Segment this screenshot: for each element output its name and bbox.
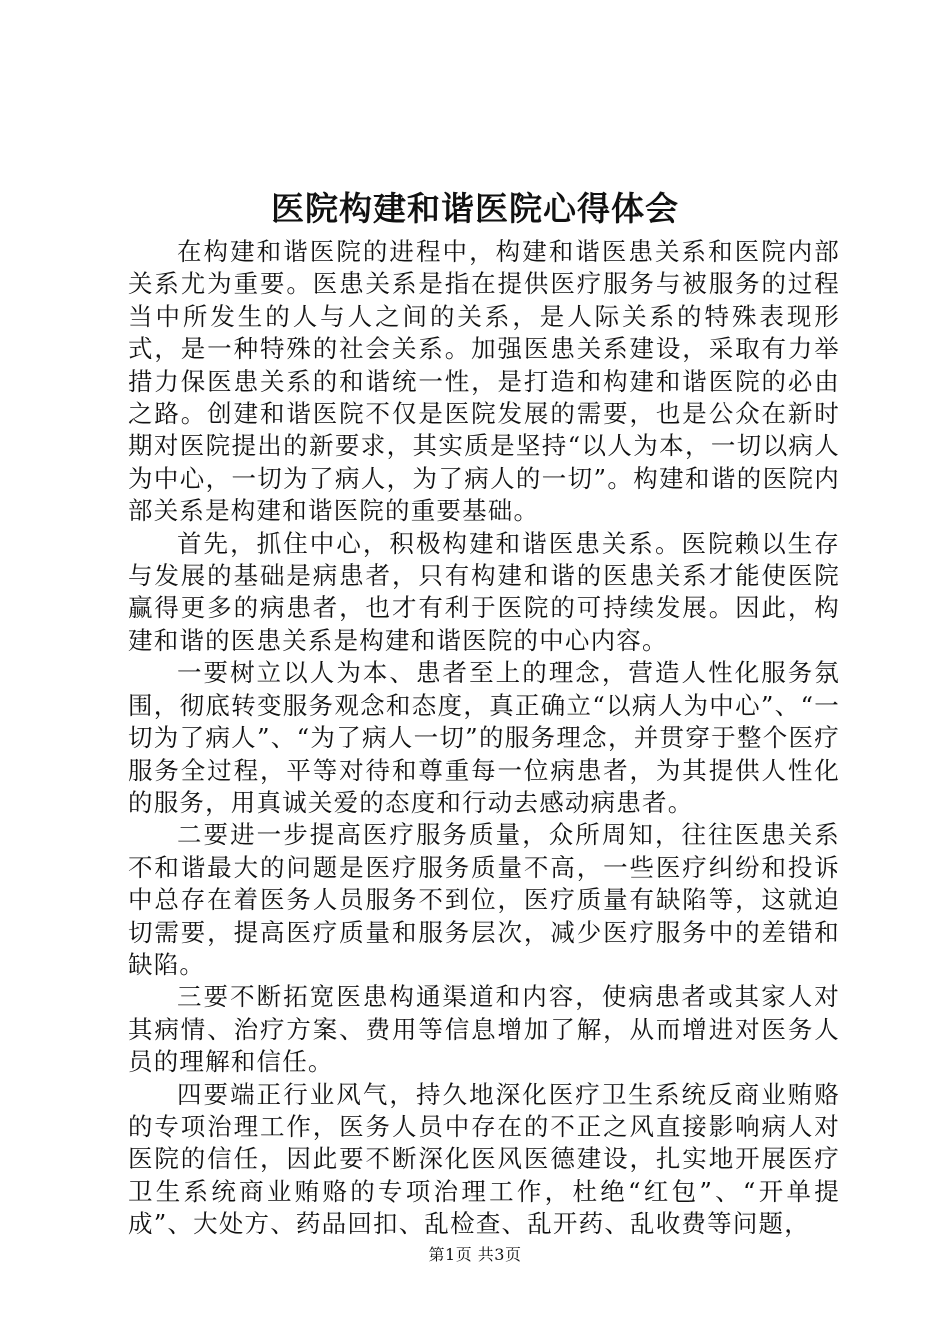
paragraph-point-one: 一要树立以人为本、患者至上的理念，营造人性化服务氛围，彻底转变服务观念和态度，真正确立“以病人为中心”、“一切为了病人”、“为了病人一切”的服务理念，并贯穿于整个医疗服务全过程，平等对待和尊重每一位病患者，为其提供人性化的服务，用真诚关爱的态度和行动去感动病患者。 [128,658,840,817]
paragraph-intro: 在构建和谐医院的进程中，构建和谐医患关系和医院内部关系尤为重要。医患关系是指在提供医疗服务与被服务的过程当中所发生的人与人之间的关系，是人际关系的特殊表现形式，是一种特殊的社会关系。加强医患关系建设，采取有力举措力保医患关系的和谐统一性，是打造和构建和谐医院的必由之路。创建和谐医院不仅是医院发展的需要，也是公众在新时期对医院提出的新要求，其实质是坚持“以人为本，一切以病人为中心，一切为了病人，为了病人的一切”。构建和谐的医院内部关系是构建和谐医院的重要基础。 [128,237,840,526]
paragraph-point-three: 三要不断拓宽医患构通渠道和内容，使病患者或其家人对其病情、治疗方案、费用等信息增加了解，从而增进对医务人员的理解和信任。 [128,982,840,1077]
document-title: 医院构建和谐医院心得体会 [271,189,679,228]
paragraph-point-four: 四要端正行业风气，持久地深化医疗卫生系统反商业贿赂的专项治理工作，医务人员中存在的不正之风直接影响病人对医院的信任，因此要不断深化医风医德建设，扎实地开展医疗卫生系统商业贿赂的专项治理工作，杜绝“红包”、“开单提成”、大处方、药品回扣、乱检查、乱开药、乱收费等问题， [128,1079,840,1239]
page-number-footer: 第1页 共3页 [428,1245,522,1264]
paragraph-point-two: 二要进一步提高医疗服务质量，众所周知，往往医患关系不和谐最大的问题是医疗服务质量不高，一些医疗纠纷和投诉中总存在着医务人员服务不到位，医疗质量有缺陷等，这就迫切需要，提高医疗质量和服务层次，减少医疗服务中的差错和缺陷。 [128,820,840,979]
document-body [128,236,840,1241]
paragraph-first: 首先，抓住中心，积极构建和谐医患关系。医院赖以生存与发展的基础是病患者，只有构建和谐的医患关系才能使医院赢得更多的病患者，也才有利于医院的可持续发展。因此，构建和谐的医患关系是构建和谐医院的中心内容。 [128,528,840,655]
